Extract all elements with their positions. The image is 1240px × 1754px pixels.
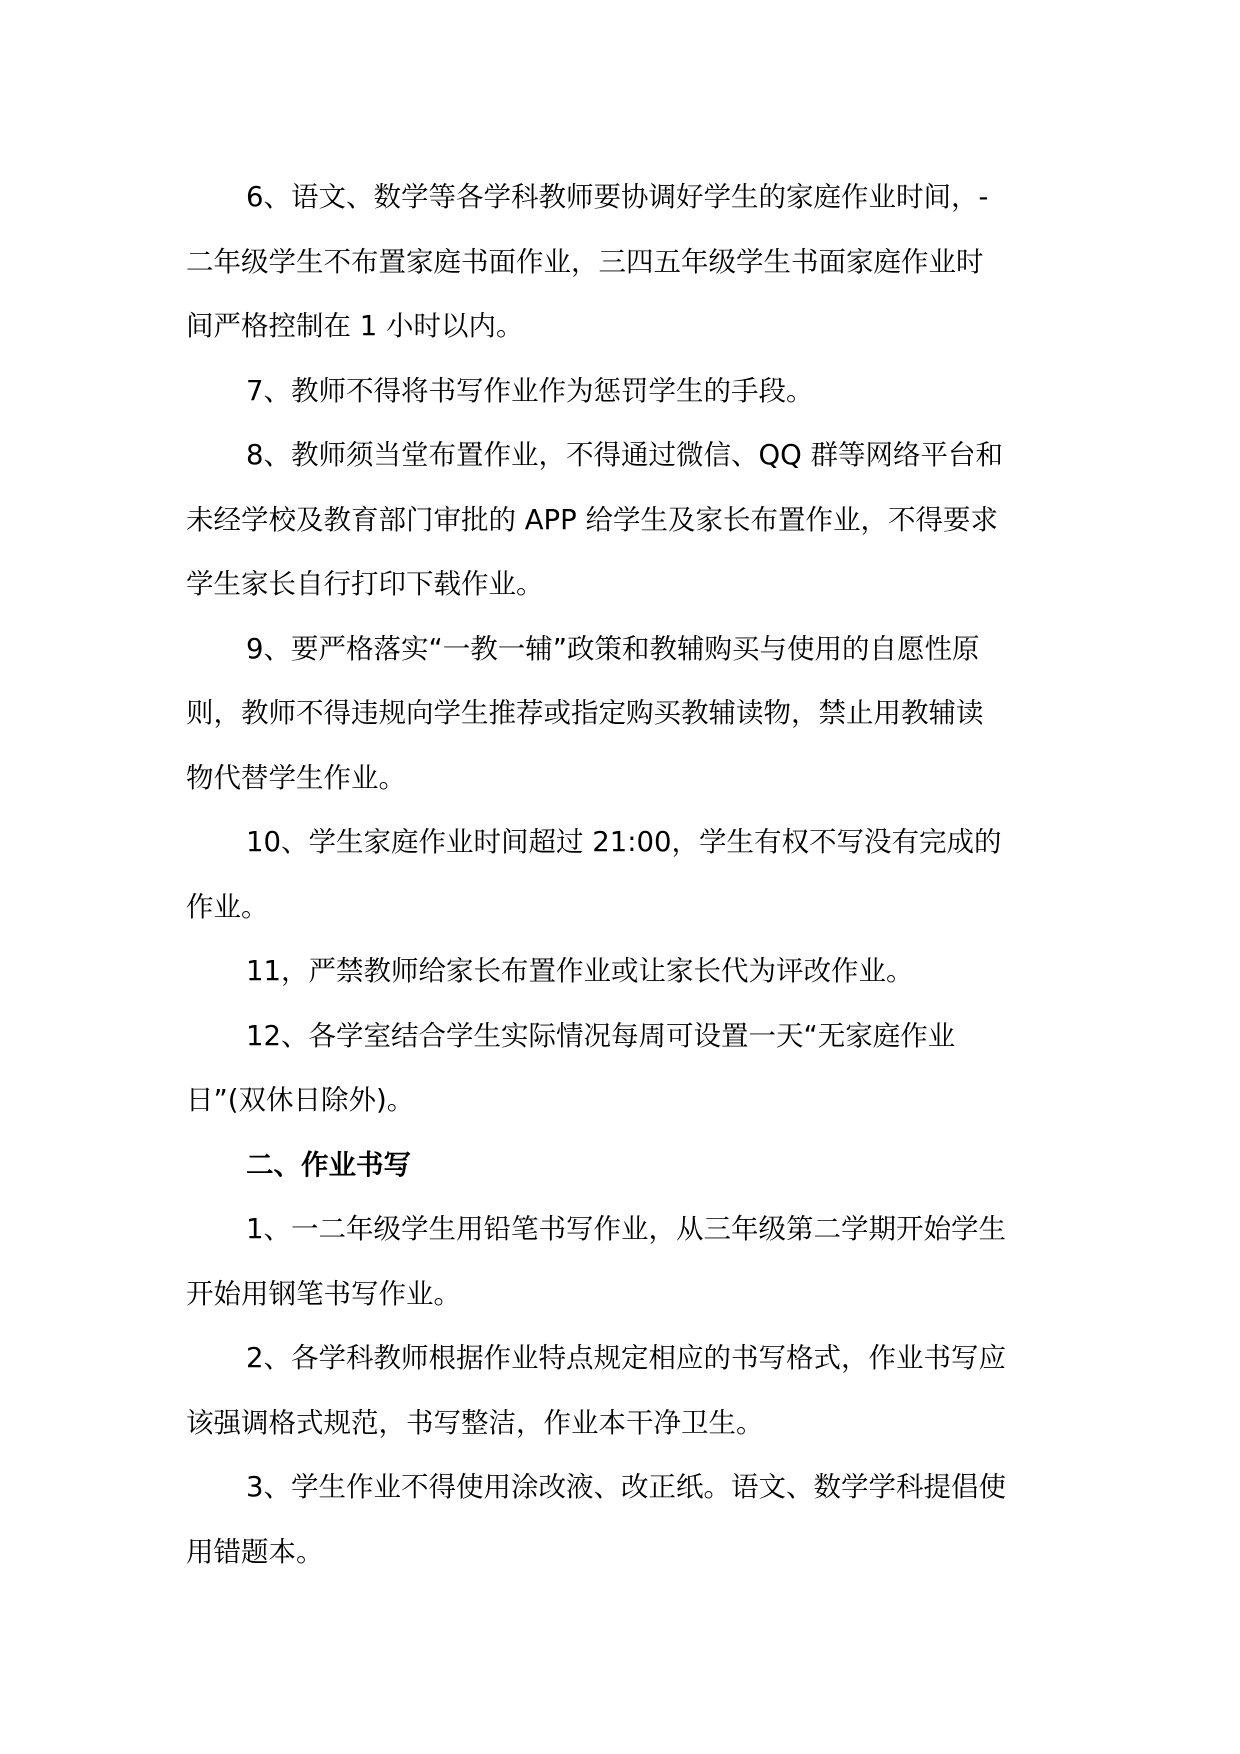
text-line: 作业。	[186, 890, 269, 923]
text-line: 6、语文、数学等各学科教师要协调好学生的家庭作业时间，-	[246, 181, 989, 213]
paragraph-item-7	[186, 359, 1056, 424]
paragraph-item-11	[186, 939, 1056, 1004]
text-line: 11，严禁教师给家长布置作业或让家长代为评改作业。	[246, 955, 914, 987]
heading-text: 二、作业书写	[246, 1148, 411, 1181]
text-line: 物代替学生作业。	[186, 761, 406, 794]
paragraph-item-9	[186, 617, 1056, 811]
text-line: 二年级学生不布置家庭书面作业，三四五年级学生书面家庭作业时	[186, 245, 984, 278]
text-line: 1、一二年级学生用铅笔书写作业，从三年级第二学期开始学生	[246, 1213, 1006, 1245]
paragraph-item-12	[186, 1004, 1056, 1133]
text-line: 10、学生家庭作业时间超过 21:00，学生有权不写没有完成的	[246, 826, 1002, 858]
document-body	[186, 165, 1056, 1584]
text-line: 学生家长自行打印下载作业。	[186, 568, 544, 600]
text-line: 2、各学科教师根据作业特点规定相应的书写格式，作业书写应	[246, 1342, 1006, 1374]
paragraph-item-1	[186, 1197, 1056, 1326]
text-line: 日”(双休日除外)。	[186, 1084, 415, 1116]
text-line: 8、教师须当堂布置作业，不得通过微信、QQ 群等网络平台和	[246, 439, 1004, 471]
text-line: 开始用钢笔书写作业。	[186, 1277, 461, 1310]
section-heading	[186, 1133, 1056, 1198]
paragraph-item-8	[186, 423, 1056, 617]
text-line: 12、各学室结合学生实际情况每周可设置一天“无家庭作业	[246, 1019, 956, 1052]
paragraph-item-10	[186, 810, 1056, 939]
text-line: 9、要严格落实“一教一辅”政策和教辅购买与使用的自愿性原	[246, 632, 980, 665]
text-line: 未经学校及教育部门审批的 APP 给学生及家长布置作业，不得要求	[186, 503, 998, 536]
text-line: 7、教师不得将书写作业作为惩罚学生的手段。	[246, 374, 814, 407]
paragraph-item-3	[186, 1455, 1056, 1584]
text-line: 则，教师不得违规向学生推荐或指定购买教辅读物，禁止用教辅读	[186, 697, 984, 729]
text-line: 用错题本。	[186, 1535, 324, 1568]
paragraph-item-2	[186, 1326, 1056, 1455]
paragraph-item-6	[186, 165, 1056, 359]
text-line: 该强调格式规范，书写整洁，作业本干净卫生。	[186, 1406, 764, 1439]
text-line: 3、学生作业不得使用涂改液、改正纸。语文、数学学科提倡使	[246, 1471, 1006, 1503]
text-line: 间严格控制在 1 小时以内。	[186, 310, 524, 342]
